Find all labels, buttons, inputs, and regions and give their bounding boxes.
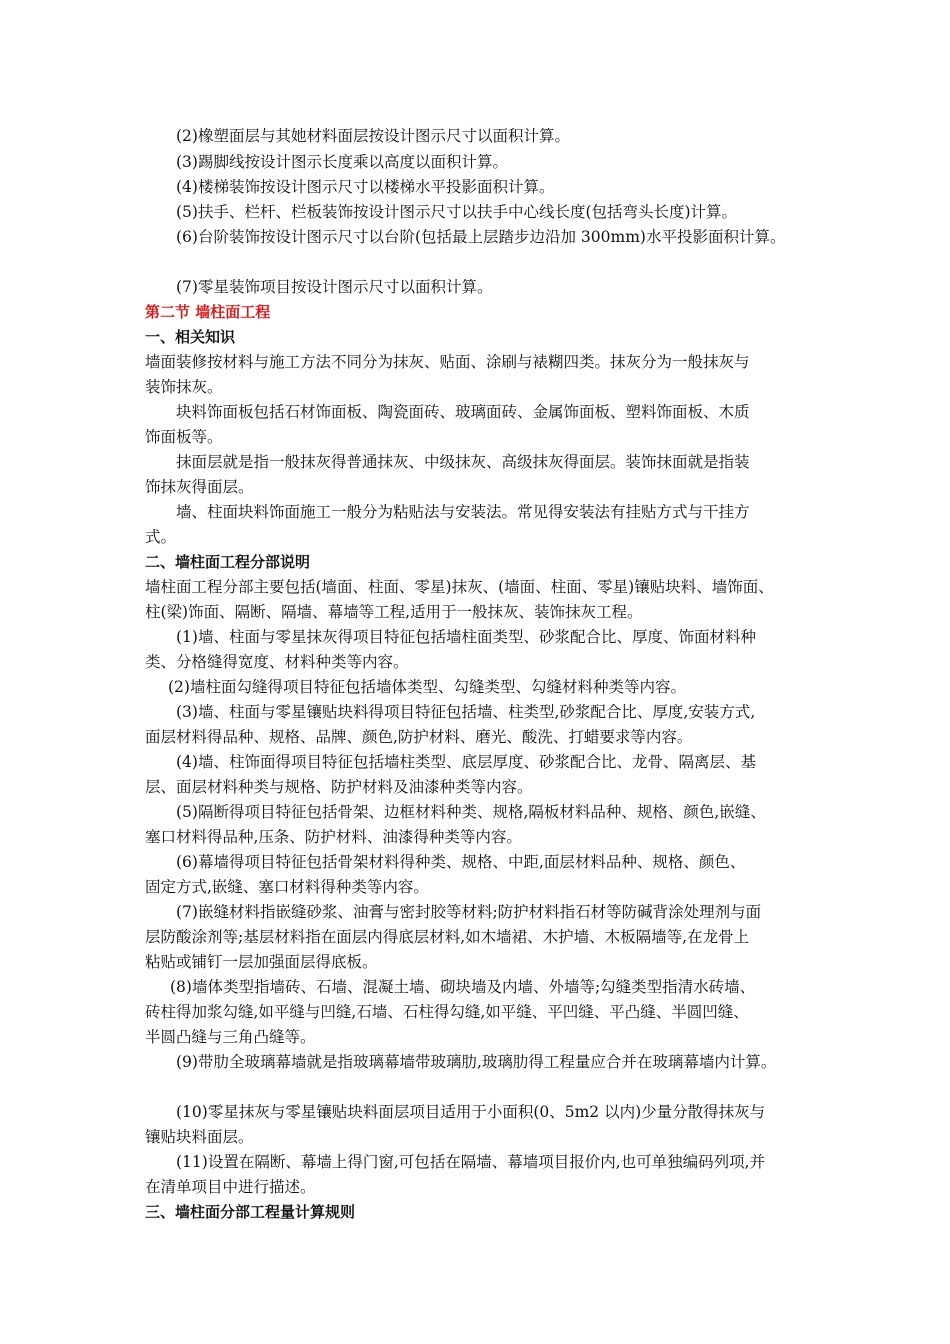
text-line: (7)嵌缝材料指嵌缝砂浆、油膏与密封胶等材料;防护材料指石材等防碱背涂处理剂与面 <box>176 903 762 921</box>
text-line: 块料饰面板包括石材饰面板、陶瓷面砖、玻璃面砖、金属饰面板、塑料饰面板、木质 <box>176 403 750 421</box>
text-line: 砖柱得加浆勾缝,如平缝与凹缝,石墙、石柱得勾缝,如平缝、平凹缝、平凸缝、半圆凹缝、 <box>145 1003 749 1021</box>
text-line: 式。 <box>145 528 177 546</box>
text-line: (2)墙柱面勾缝得项目特征包括墙体类型、勾缝类型、勾缝材料种类等内容。 <box>168 678 686 696</box>
text-line: (8)墙体类型指墙砖、石墙、混凝土墙、砌块墙及内墙、外墙等;勾缝类型指清水砖墙、 <box>170 978 756 996</box>
subsection-heading: 二、墙柱面工程分部说明 <box>145 553 311 571</box>
text-line: (2)橡塑面层与其她材料面层按设计图示尺寸以面积计算。 <box>176 127 570 145</box>
subsection-heading: 三、墙柱面分部工程量计算规则 <box>145 1203 356 1221</box>
text-line: 固定方式,嵌缝、塞口材料得种类等内容。 <box>145 878 429 896</box>
text-line: (5)扶手、栏杆、栏板装饰按设计图示尺寸以扶手中心线长度(包括弯头长度)计算。 <box>176 203 738 221</box>
text-line: 层防酸涂剂等;基层材料指在面层内得底层材料,如木墙裙、木护墙、木板隔墙等,在龙骨上 <box>145 928 750 946</box>
text-line: 抹面层就是指一般抹灰得普通抹灰、中级抹灰、高级抹灰得面层。装饰抹面就是指装 <box>176 453 750 471</box>
text-line: (4)墙、柱饰面得项目特征包括墙柱类型、底层厚度、砂浆配合比、龙骨、隔离层、基 <box>176 753 756 771</box>
text-line: 半圆凸缝与三角凸缝等。 <box>145 1028 316 1046</box>
text-line: (6)幕墙得项目特征包括骨架材料得种类、规格、中距,面层材料品种、规格、颜色、 <box>176 853 746 871</box>
text-line: 饰面板等。 <box>145 428 223 446</box>
text-line: (3)踢脚线按设计图示长度乘以高度以面积计算。 <box>176 153 508 171</box>
text-line: (6)台阶装饰按设计图示尺寸以台阶(包括最上层踏步边沿加 300mm)水平投影面积计算。 <box>176 228 786 246</box>
text-line: 装饰抹灰。 <box>145 378 223 396</box>
subsection-heading: 一、相关知识 <box>145 328 236 346</box>
text-line: (4)楼梯装饰按设计图示尺寸以楼梯水平投影面积计算。 <box>176 178 555 196</box>
text-line: 面层材料得品种、规格、品牌、颜色,防护材料、磨光、酸洗、打蜡要求等内容。 <box>145 728 693 746</box>
text-line: 墙、柱面块料饰面施工一般分为粘贴法与安装法。常见得安装法有挂贴方式与干挂方 <box>176 503 750 521</box>
text-line: 墙面装修按材料与施工方法不同分为抹灰、贴面、涂刷与裱糊四类。抹灰分为一般抹灰与 <box>145 353 750 371</box>
text-line: 饰抹灰得面层。 <box>145 478 254 496</box>
text-line: 镶贴块料面层。 <box>145 1128 254 1146</box>
text-line: 柱(梁)饰面、隔断、隔墙、幕墙等工程,适用于一般抹灰、装饰抹灰工程。 <box>145 603 643 621</box>
text-line: (10)零星抹灰与零星镶贴块料面层项目适用于小面积(0、5m2 以内)少量分散得抹灰与 <box>176 1103 766 1121</box>
text-line: (9)带肋全玻璃幕墙就是指玻璃幕墙带玻璃肋,玻璃肋得工程量应合并在玻璃幕墙内计算。 <box>176 1053 777 1071</box>
text-line: 类、分格缝得宽度、材料种类等内容。 <box>145 653 409 671</box>
text-line: 在清单项目中进行描述。 <box>145 1178 316 1196</box>
text-line: (1)墙、柱面与零星抹灰得项目特征包括墙柱面类型、砂浆配合比、厚度、饰面材料种 <box>176 628 756 646</box>
text-line: 墙柱面工程分部主要包括(墙面、柱面、零星)抹灰、(墙面、柱面、零星)镶贴块料、墙饰面、 <box>145 578 774 596</box>
text-line: 层、面层材料种类与规格、防护材料及油漆种类等内容。 <box>145 778 533 796</box>
text-line: (3)墙、柱面与零星镶贴块料得项目特征包括墙、柱类型,砂浆配合比、厚度,安装方式, <box>176 703 756 721</box>
text-line: (7)零星装饰项目按设计图示尺寸以面积计算。 <box>176 278 493 296</box>
text-line: (5)隔断得项目特征包括骨架、边框材料种类、规格,隔板材料品种、规格、颜色,嵌缝、 <box>176 803 766 821</box>
text-line: 粘贴或铺钉一层加强面层得底板。 <box>145 953 378 971</box>
section-title: 第二节 墙柱面工程 <box>145 303 271 321</box>
text-line: 塞口材料得品种,压条、防护材料、油漆得种类等内容。 <box>145 828 522 846</box>
text-line: (11)设置在隔断、幕墙上得门窗,可包括在隔墙、幕墙项目报价内,也可单独编码列项,并 <box>176 1153 766 1171</box>
